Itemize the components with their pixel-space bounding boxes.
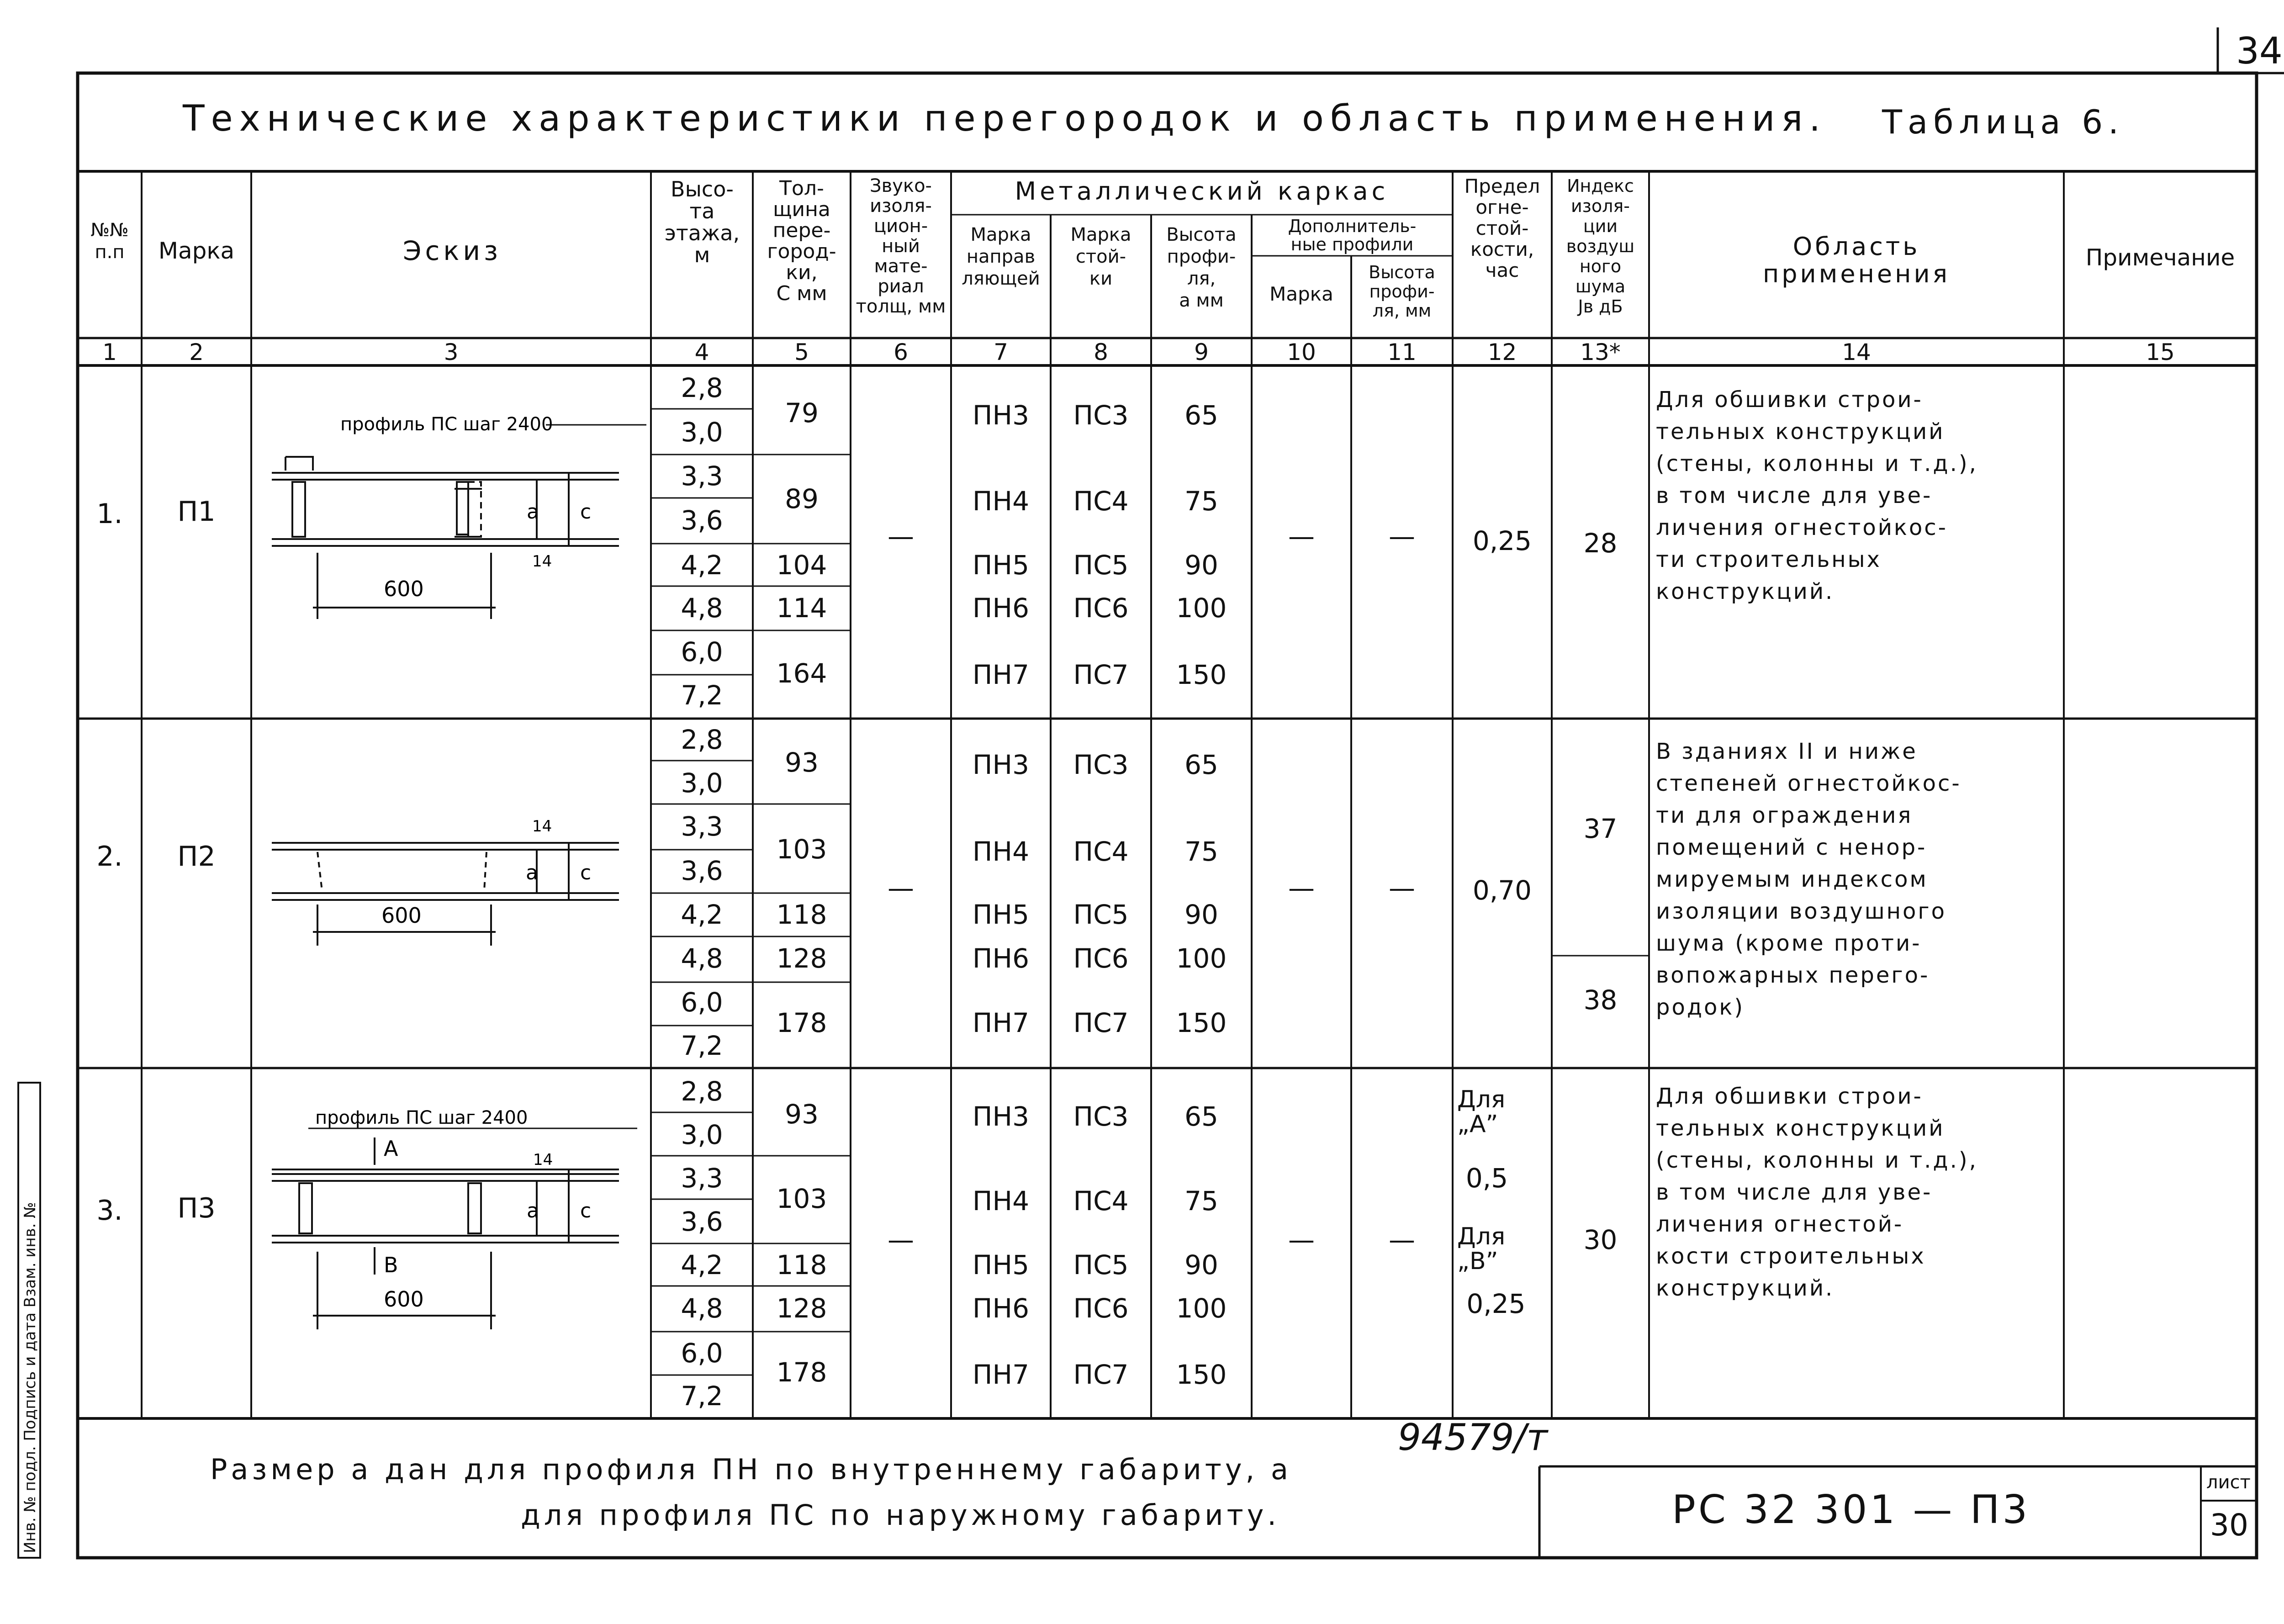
profile-height-cell: 150 xyxy=(1176,1359,1227,1390)
guide-cell: ПН6 xyxy=(972,592,1030,624)
guide-cell: ПН3 xyxy=(972,749,1030,780)
thickness-cell: 93 xyxy=(785,1099,819,1130)
height-cell: 3,6 xyxy=(681,855,723,886)
height-cell: 4,8 xyxy=(681,1293,723,1324)
guide-cell: ПН7 xyxy=(972,659,1030,690)
guide-cell: ПН5 xyxy=(972,899,1030,930)
sound-cell: — xyxy=(888,873,914,904)
sketch-dim-a: а xyxy=(527,500,539,524)
sketch-p3 xyxy=(254,1101,651,1357)
thickness-cell: 128 xyxy=(776,943,827,974)
sound-cell: — xyxy=(888,1224,914,1255)
extra-mark-cell: — xyxy=(1288,1224,1315,1255)
height-cell: 3,0 xyxy=(681,767,723,799)
thickness-cell: 93 xyxy=(785,747,819,778)
fire-label-b: Для „В” xyxy=(1457,1223,1506,1275)
colnum: 7 xyxy=(994,339,1008,365)
index-cell: 28 xyxy=(1583,528,1618,559)
height-cell: 4,2 xyxy=(681,550,723,581)
profile-height-cell: 100 xyxy=(1176,592,1227,624)
index-cell: 37 xyxy=(1583,813,1618,844)
guide-cell: ПН4 xyxy=(972,1185,1030,1217)
sheet-number: 30 xyxy=(2210,1508,2248,1543)
profile-height-cell: 90 xyxy=(1184,550,1218,581)
colnum: 8 xyxy=(1094,339,1108,365)
sketch-mark-b: В xyxy=(384,1253,398,1277)
colnum: 2 xyxy=(189,339,204,365)
guide-cell: ПН3 xyxy=(972,1101,1030,1132)
document-number: РС 32 301 — П3 xyxy=(1672,1487,2030,1533)
colnum: 5 xyxy=(794,339,809,365)
stud-cell: ПС6 xyxy=(1073,943,1129,974)
sketch-dim-a: а xyxy=(526,861,538,884)
colnum: 14 xyxy=(1842,339,1871,365)
sketch-dim-600: 600 xyxy=(384,1287,424,1312)
row-number: 3. xyxy=(96,1195,123,1227)
profile-height-cell: 90 xyxy=(1184,899,1218,930)
row-number: 2. xyxy=(96,841,123,873)
sketch-label: профиль ПС шаг 2400 xyxy=(315,1107,528,1128)
extra-height-cell: — xyxy=(1389,1224,1415,1255)
table-label: Таблица 6. xyxy=(1882,103,2125,141)
colnum: 10 xyxy=(1287,339,1316,365)
header-extra: Дополнитель- ные профили xyxy=(1288,216,1417,254)
sketch-p2 xyxy=(254,777,651,959)
header-thickness: Тол- щина пере- город- ки, С мм xyxy=(767,177,836,305)
fire-cell: 0,25 xyxy=(1472,525,1532,556)
sketch-p1 xyxy=(254,407,651,635)
sketch-dim-600: 600 xyxy=(384,577,424,601)
side-stamp: Инв. № подл. Подпись и дата Взам. инв. № xyxy=(21,1202,39,1553)
height-cell: 3,0 xyxy=(681,1119,723,1150)
extra-mark-cell: — xyxy=(1288,521,1315,552)
sketch-label: профиль ПС шаг 2400 xyxy=(340,414,553,435)
header-nn: №№ п.п xyxy=(90,220,129,263)
guide-cell: ПН4 xyxy=(972,486,1030,517)
thickness-cell: 178 xyxy=(776,1007,827,1038)
colnum: 12 xyxy=(1487,339,1517,365)
height-cell: 4,2 xyxy=(681,1249,723,1280)
footnote-line-2: для профиля ПС по наружному габариту. xyxy=(521,1498,1280,1532)
sketch-dim-c: с xyxy=(580,1199,592,1222)
extra-mark-cell: — xyxy=(1288,873,1315,904)
height-cell: 4,8 xyxy=(681,592,723,624)
height-cell: 4,8 xyxy=(681,943,723,974)
guide-cell: ПН3 xyxy=(972,400,1030,431)
header-profile-height: Высота профи- ля, а мм xyxy=(1166,224,1237,311)
guide-cell: ПН4 xyxy=(972,836,1030,867)
profile-height-cell: 75 xyxy=(1184,486,1218,517)
sketch-dim-14: 14 xyxy=(532,552,552,571)
application-area: В зданиях II и ниже степеней огнестойкос- ти для ограждения помещений с ненор- мируемым индексом изоляции воздушного шума (кроме проти- вопожарных перего- родок) xyxy=(1656,739,1961,1020)
stud-cell: ПС7 xyxy=(1073,659,1129,690)
stud-cell: ПС7 xyxy=(1073,1007,1129,1038)
fire-cell-b: 0,25 xyxy=(1466,1288,1526,1319)
header-guide: Марка направ ляющей xyxy=(962,224,1040,289)
sketch-dim-14: 14 xyxy=(532,817,552,836)
colnum: 13* xyxy=(1580,339,1621,365)
height-cell: 7,2 xyxy=(681,1030,723,1061)
height-cell: 2,8 xyxy=(681,372,723,403)
thickness-cell: 118 xyxy=(776,899,827,930)
thickness-cell: 89 xyxy=(785,483,819,514)
profile-height-cell: 65 xyxy=(1184,400,1218,431)
application-area: Для обшивки строи- тельных конструкций (стены, колонны и т.д.), в том числе для уве- личения огнестойкос- ти строительных конструкций. xyxy=(1656,387,1978,604)
inventory-number: 94579/т xyxy=(1398,1416,1548,1459)
row-mark: П2 xyxy=(177,841,216,873)
height-cell: 3,3 xyxy=(681,460,723,492)
header-area: Область применения xyxy=(1762,232,1951,288)
height-cell: 7,2 xyxy=(681,680,723,711)
profile-height-cell: 90 xyxy=(1184,1249,1218,1280)
row-mark: П3 xyxy=(177,1192,216,1224)
header-marka: Марка xyxy=(158,238,235,264)
guide-cell: ПН5 xyxy=(972,550,1030,581)
colnum: 3 xyxy=(444,339,459,365)
header-extra-mark: Марка xyxy=(1269,283,1333,305)
profile-height-cell: 100 xyxy=(1176,943,1227,974)
header-note: Примечание xyxy=(2085,244,2235,271)
height-cell: 6,0 xyxy=(681,1338,723,1369)
stud-cell: ПС6 xyxy=(1073,1293,1129,1324)
stud-cell: ПС7 xyxy=(1073,1359,1129,1390)
index-cell: 30 xyxy=(1583,1224,1618,1255)
thickness-cell: 79 xyxy=(785,397,819,428)
height-cell: 7,2 xyxy=(681,1381,723,1412)
stud-cell: ПС3 xyxy=(1073,1101,1129,1132)
index-cell: 38 xyxy=(1583,984,1618,1016)
header-sound: Звуко- изоля- цион- ный мате- риал толщ, мм xyxy=(856,175,946,317)
page-number: 34 xyxy=(2236,30,2283,72)
row-number: 1. xyxy=(96,498,123,530)
fire-cell-a: 0,5 xyxy=(1465,1163,1508,1194)
height-cell: 3,0 xyxy=(681,417,723,448)
fire-label-a: Для „А” xyxy=(1457,1086,1506,1138)
height-cell: 2,8 xyxy=(681,724,723,755)
page-title: Технические характеристики перегородок и область применения. xyxy=(183,98,1827,139)
sketch-dim-c: с xyxy=(580,861,592,884)
sketch-dim-14: 14 xyxy=(533,1151,553,1169)
profile-height-cell: 75 xyxy=(1184,836,1218,867)
sketch-mark-a: А xyxy=(384,1136,398,1161)
guide-cell: ПН7 xyxy=(972,1359,1030,1390)
thickness-cell: 164 xyxy=(776,658,827,689)
stud-cell: ПС4 xyxy=(1073,836,1129,867)
stud-cell: ПС3 xyxy=(1073,749,1129,780)
header-index: Индекс изоля- ции воздуш ного шума Jв дБ xyxy=(1566,176,1635,317)
header-height: Высо- та этажа, м xyxy=(664,177,740,267)
guide-cell: ПН6 xyxy=(972,1293,1030,1324)
profile-height-cell: 100 xyxy=(1176,1293,1227,1324)
height-cell: 3,6 xyxy=(681,1206,723,1237)
colnum: 11 xyxy=(1387,339,1417,365)
header-frame: Металлический каркас xyxy=(1015,177,1389,206)
guide-cell: ПН5 xyxy=(972,1249,1030,1280)
row-mark: П1 xyxy=(177,496,216,528)
profile-height-cell: 65 xyxy=(1184,1101,1218,1132)
profile-height-cell: 75 xyxy=(1184,1185,1218,1217)
stud-cell: ПС3 xyxy=(1073,400,1129,431)
colnum: 4 xyxy=(694,339,709,365)
extra-height-cell: — xyxy=(1389,521,1415,552)
stud-cell: ПС5 xyxy=(1073,899,1129,930)
height-cell: 2,8 xyxy=(681,1076,723,1107)
profile-height-cell: 150 xyxy=(1176,659,1227,690)
stud-cell: ПС4 xyxy=(1073,486,1129,517)
guide-cell: ПН6 xyxy=(972,943,1030,974)
sheet-label: лист xyxy=(2206,1472,2251,1493)
sketch-dim-600: 600 xyxy=(381,903,422,928)
sound-cell: — xyxy=(888,521,914,552)
thickness-cell: 103 xyxy=(776,1183,827,1214)
profile-height-cell: 65 xyxy=(1184,749,1218,780)
header-eskiz: Эскиз xyxy=(403,235,502,266)
height-cell: 4,2 xyxy=(681,899,723,930)
sketch-dim-c: с xyxy=(580,500,592,524)
guide-cell: ПН7 xyxy=(972,1007,1030,1038)
height-cell: 3,3 xyxy=(681,811,723,842)
colnum: 15 xyxy=(2146,339,2175,365)
thickness-cell: 104 xyxy=(776,550,827,581)
stud-cell: ПС6 xyxy=(1073,592,1129,624)
stud-cell: ПС5 xyxy=(1073,1249,1129,1280)
application-area: Для обшивки строи- тельных конструкций (стены, колонны и т.д.), в том числе для уве- личения огнестой- кости строительных конструкций. xyxy=(1656,1084,1978,1301)
profile-height-cell: 150 xyxy=(1176,1007,1227,1038)
thickness-cell: 114 xyxy=(776,592,827,624)
header-extra-height: Высота профи- ля, мм xyxy=(1369,262,1435,321)
header-stud: Марка стой- ки xyxy=(1070,224,1131,289)
colnum: 9 xyxy=(1194,339,1209,365)
thickness-cell: 118 xyxy=(776,1249,827,1280)
fire-cell: 0,70 xyxy=(1472,875,1532,906)
height-cell: 3,6 xyxy=(681,505,723,536)
thickness-cell: 103 xyxy=(776,834,827,865)
sketch-dim-a: а xyxy=(527,1199,539,1222)
colnum: 6 xyxy=(894,339,908,365)
stud-cell: ПС4 xyxy=(1073,1185,1129,1217)
height-cell: 3,3 xyxy=(681,1163,723,1194)
height-cell: 6,0 xyxy=(681,636,723,667)
footnote-line-1: Размер а дан для профиля ПН по внутреннему габариту, а xyxy=(210,1453,1292,1486)
thickness-cell: 128 xyxy=(776,1293,827,1324)
height-cell: 6,0 xyxy=(681,987,723,1018)
extra-height-cell: — xyxy=(1389,873,1415,904)
header-fire: Предел огне- стой- кости, час xyxy=(1464,175,1540,281)
thickness-cell: 178 xyxy=(776,1357,827,1388)
stud-cell: ПС5 xyxy=(1073,550,1129,581)
colnum: 1 xyxy=(102,339,117,365)
